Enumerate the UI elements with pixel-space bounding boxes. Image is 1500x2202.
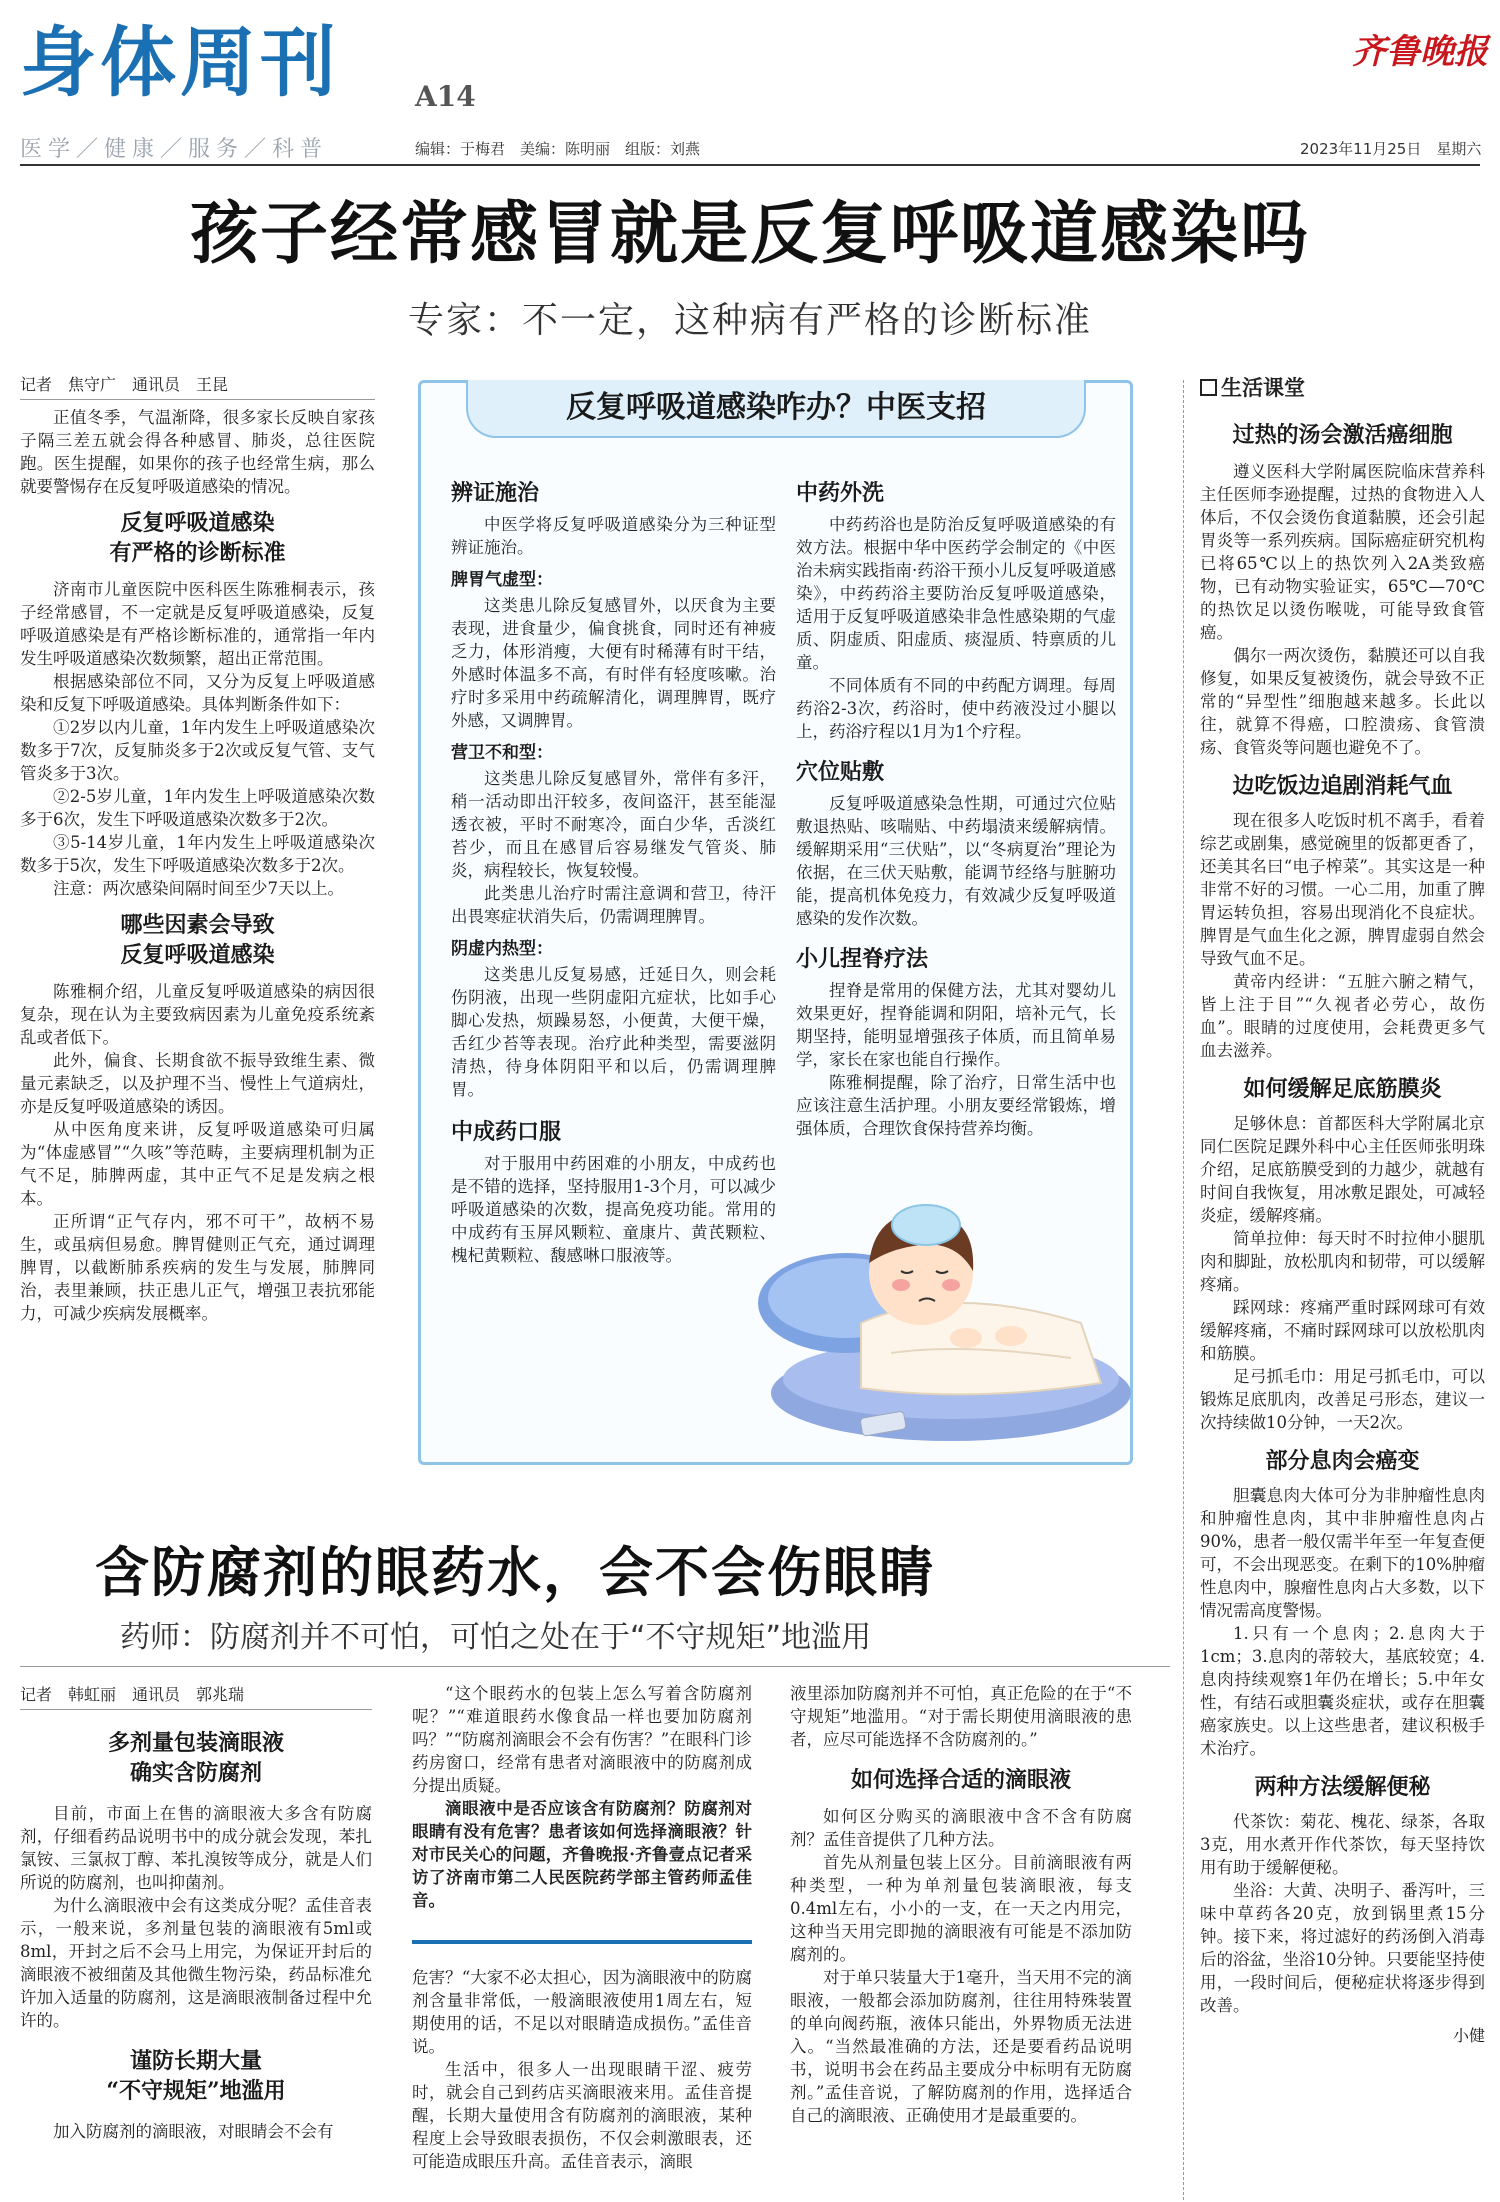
tcm-heading-diagnosis: 辨证施治	[451, 481, 540, 506]
tcm-box-title: 反复呼吸道感染咋办？中医支招	[466, 380, 1086, 438]
tcm-left-column	[451, 468, 776, 1267]
sidebar-signoff: 小健	[1452, 2026, 1485, 2045]
sidebar-s2-title: 边吃饭边追剧消耗气血	[1232, 773, 1453, 799]
sidebar	[1200, 372, 1485, 2046]
article2-intro: “这个眼药水的包装上怎么写着含防腐剂呢？”“难道眼药水像食品一样也要加防腐剂吗？”“防腐剂滴眼会不会有伤害？”在眼科门诊药房窗口，经常有患者对滴眼液中的防腐剂成分提出质疑。	[412, 1684, 752, 1795]
article2-title: 含防腐剂的眼药水，会不会伤眼睛	[95, 1540, 935, 1604]
paragraph: 简单拉伸：每天时不时拉伸小腿肌肉和脚趾，放松肌肉和韧带，可以缓解疼痛。	[1200, 1229, 1485, 1294]
article2-intro-bold: 滴眼液中是否应该含有防腐剂？防腐剂对眼睛有没有危害？患者该如何选择滴眼液？针对市民关心的问题，齐鲁晚报·齐鲁壹点记者采访了济南市第二人民医院药学部主管药师孟佳音。	[412, 1799, 752, 1910]
paragraph: 对于单只装量大于1毫升，当天用不完的滴眼液，一般都会添加防腐剂，往往用特殊装置的单向阀药瓶，液体只能出，外界物质无法进入。“当然最准确的方法，还是要看药品说明书，说明书会在药品主要成分中标明有无防腐剂。”孟佳音说，了解防腐剂的作用，选择适合自己的滴眼液、正确使用才是最重要的。	[790, 1968, 1132, 2125]
sidebar-s5-title: 两种方法缓解便秘	[1254, 1774, 1431, 1800]
paragraph: 如何区分购买的滴眼液中含不含有防腐剂？孟佳音提供了几种方法。	[790, 1807, 1132, 1849]
sidebar-s1-title: 过热的汤会激活癌细胞	[1232, 422, 1453, 448]
paragraph: 液里添加防腐剂并不可怕，真正危险的在于“不守规矩”地滥用。“对于需长期使用滴眼液的患者，应尽可能选择不含防腐剂的。”	[790, 1684, 1132, 1749]
paragraph: 1.只有一个息肉；2.息肉大于1cm；3.息肉的蒂较大，基底较宽；4.息肉持续观察1年仍在增长；5.中年女性，有结石或胆囊炎症状，或存在胆囊癌家族史。以上这些患者，建议积极手术治疗。	[1200, 1624, 1485, 1758]
article2-sec2-title: 谨防长期大量 “不守规矩”地滥用	[106, 2048, 286, 2104]
tcm-heading-pill: 中成药口服	[451, 1120, 562, 1145]
tcm-right-column	[796, 468, 1116, 1140]
paragraph: 此类患儿治疗时需注意调和营卫，待汗出畏寒症状消失后，仍需调理脾胃。	[451, 884, 776, 926]
article2-col1	[20, 1682, 372, 2143]
paragraph: 反复呼吸道感染急性期，可通过穴位贴敷退热贴、咳喘贴、中药塌渍来缓解病情。缓解期采用“三伏贴”，以“冬病夏治”理论为依据，在三伏天贴敷，能调节经络与脏腑功能，提高机体免疫力，有效减少反复呼吸道感染的发作次数。	[796, 794, 1116, 928]
paragraph: 这类患儿除反复感冒外，常伴有多汗，稍一活动即出汗较多，夜间盗汗，甚至能湿透衣被，平时不耐寒冷，面白少华，舌淡红苔少，而且在感冒后容易继发气管炎、肺炎，病程较长，恢复较慢。	[451, 769, 776, 880]
paragraph: 根据感染部位不同，又分为反复上呼吸道感染和反复下呼吸道感染。具体判断条件如下：	[20, 672, 375, 714]
paragraph: 坐浴：大黄、决明子、番泻叶，三味中草药各20克，放到锅里煮15分钟。接下来，将过滤好的药汤倒入消毒后的浴盆，坐浴10分钟。只要能坚持使用，一段时间后，便秘症状将逐步得到改善。	[1200, 1881, 1485, 2015]
paragraph: 为什么滴眼液中会有这类成分呢？孟佳音表示，一般来说，多剂量包装的滴眼液有5ml或8ml，开封之后不会马上用完，为保证开封后的滴眼液不被细菌及其他微生物污染，药品标准允许加入适量的防腐剂，这是滴眼液制备过程中允许的。	[20, 1896, 372, 2030]
sick-child-illustration	[751, 1153, 1131, 1453]
sidebar-s4-title: 部分息肉会癌变	[1265, 1448, 1420, 1474]
masthead-tagline: 医学／健康／服务／科普	[20, 137, 329, 162]
article1-byline: 记者 焦守广 通讯员 王昆	[20, 372, 375, 400]
tcm-heading-wash: 中药外洗	[796, 481, 885, 506]
paragraph: 胆囊息肉大体可分为非肿瘤性息肉和肿瘤性息肉，其中非肿瘤性息肉占90%，患者一般仅需半年至一年复查便可，不会出现恶变。在剩下的10%肿瘤性息肉中，腺瘤性息肉占大多数，以下情况需高度警惕。	[1200, 1486, 1485, 1620]
paragraph: ②2-5岁儿童，1年内发生上呼吸道感染次数多于6次，发生下呼吸道感染次数多于2次。	[20, 787, 375, 829]
tcm-box	[418, 380, 1133, 1465]
paragraph: 首先从剂量包装上区分。目前滴眼液有两种类型，一种为单剂量包装滴眼液，每支0.4ml左右，小小的一支，在一天之内用完，这种当天用完即抛的滴眼液有可能是不添加防腐剂的。	[790, 1853, 1132, 1964]
paragraph: 危害？“大家不必太担心，因为滴眼液中的防腐剂含量非常低，一般滴眼液使用1周左右，短期使用的话，不足以对眼睛造成损伤。”孟佳音说。	[412, 1968, 752, 2056]
paragraph: 此外，偏食、长期食欲不振导致维生素、微量元素缺乏，以及护理不当、慢性上气道病灶，亦是反复呼吸道感染的诱因。	[20, 1051, 375, 1116]
paragraph: 捏脊是常用的保健方法，尤其对婴幼儿效果更好，捏脊能调和阴阳，培补元气，长期坚持，能明显增强孩子体质，而且简单易学，家长在家也能自行操作。	[796, 981, 1116, 1069]
masthead-title: 身体周刊	[20, 18, 340, 107]
tcm-type3: 阴虚内热型：	[451, 939, 553, 959]
paragraph: 济南市儿童医院中医科医生陈雅桐表示，孩子经常感冒，不一定就是反复呼吸道感染，反复呼吸道感染是有严格诊断标准的，通常指一年内发生呼吸道感染次数频繁，超出正常范围。	[20, 580, 375, 668]
paragraph: 这类患儿除反复感冒外，以厌食为主要表现，进食量少，偏食挑食，同时还有神疲乏力，体形消瘦，大便有时稀薄有时干结，外感时体温多不高，有时伴有轻度咳嗽。治疗时多采用中药疏解清化，调理脾胃，既疗外感，又调脾胃。	[451, 596, 776, 730]
article2-col3	[790, 1682, 1132, 2127]
paragraph: 加入防腐剂的滴眼液，对眼睛会不会有	[53, 2122, 334, 2141]
page-number: A14	[415, 80, 476, 113]
tcm-heading-spine: 小儿捏脊疗法	[796, 947, 929, 972]
paragraph: 陈雅桐提醒，除了治疗，日常生活中也应该注意生活护理。小朋友要经常锻炼，增强体质，合理饮食保持营养均衡。	[796, 1073, 1116, 1138]
paragraph: 不同体质有不同的中药配方调理。每周药浴2-3次，药浴时，使中药液没过小腿以上，药浴疗程以1月为1个疗程。	[796, 676, 1116, 741]
paragraph: 现在很多人吃饭时机不离手，看着综艺或剧集，感觉碗里的饭都更香了，还美其名曰“电子榨菜”。其实这是一种非常不好的习惯。一心二用，加重了脾胃运转负担，容易出现消化不良症状。脾胃是气血生化之源，脾胃虚弱自然会导致气血不足。	[1200, 811, 1485, 968]
paragraph: 遵义医科大学附属医院临床营养科主任医师李逊提醒，过热的食物进入人体后，不仅会烫伤食道黏膜，还会引起胃炎等一系列疾病。国际癌症研究机构已将65℃以上的热饮列入2A类致癌物，已有动物实验证实，65℃—70℃的热饮足以烫伤喉咙，可能导致食管癌。	[1200, 462, 1485, 642]
article1-subtitle: 专家：不一定，这种病有严格的诊断标准	[407, 300, 1092, 341]
square-icon	[1200, 379, 1217, 396]
paragraph: 足弓抓毛巾：用足弓抓毛巾，可以锻炼足底肌肉，改善足弓形态，建议一次持续做10分钟，一天2次。	[1200, 1367, 1485, 1432]
sidebar-column-header	[1200, 372, 1485, 402]
article2-subtitle: 药师：防腐剂并不可怕，可怕之处在于“不守规矩”地滥用	[120, 1620, 872, 1655]
masthead-divider	[20, 164, 1480, 166]
article1-intro: 正值冬季，气温渐降，很多家长反映自家孩子隔三差五就会得各种感冒、肺炎，总往医院跑。医生提醒，如果你的孩子也经常生病，那么就要警惕存在反复呼吸道感染的情况。	[20, 408, 375, 496]
sidebar-divider	[1183, 380, 1184, 2200]
article2-byline: 记者 韩虹丽 通讯员 郭兆瑞	[20, 1682, 372, 1710]
paragraph: 踩网球：疼痛严重时踩网球可有效缓解疼痛，不痛时踩网球可以放松肌肉和筋膜。	[1200, 1298, 1485, 1363]
article2-col2	[412, 1682, 752, 2173]
paragraph: 这类患儿反复易感，迁延日久，则会耗伤阴液，出现一些阴虚阳亢症状，比如手心脚心发热，烦躁易怒，小便黄，大便干燥，舌红少苔等表现。治疗此种类型，需要滋阴清热，待身体阴阳平和以后，仍需调理脾胃。	[451, 965, 776, 1099]
article2-rule	[412, 1940, 752, 1944]
paragraph: 代茶饮：菊花、槐花、绿茶，各取3克，用水煮开作代茶饮，每天坚持饮用有助于缓解便秘。	[1200, 1812, 1485, 1877]
article2-sec1-title: 多剂量包装滴眼液 确实含防腐剂	[107, 1730, 284, 1786]
issue-date: 2023年11月25日 星期六	[1300, 140, 1482, 158]
paragraph: 注意：两次感染间隔时间至少7天以上。	[53, 879, 344, 898]
paragraph: 陈雅桐介绍，儿童反复呼吸道感染的病因很复杂，现在认为主要致病因素为儿童免疫系统紊乱或者低下。	[20, 982, 375, 1047]
paragraph: ③5-14岁儿童，1年内发生上呼吸道感染次数多于5次，发生下呼吸道感染次数多于2次。	[20, 833, 375, 875]
paragraph: 偶尔一两次烫伤，黏膜还可以自我修复，如果反复被烫伤，就会导致不正常的“异型性”细胞越来越多。长此以往，就算不得癌，口腔溃疡、食管溃疡、食管炎等问题也避免不了。	[1200, 646, 1485, 757]
paragraph: 中医学将反复呼吸道感染分为三种证型辨证施治。	[451, 515, 776, 557]
article1-sec2-title: 哪些因素会导致 反复呼吸道感染	[120, 912, 275, 968]
article2-sec3-title: 如何选择合适的滴眼液	[850, 1767, 1071, 1793]
tcm-type2: 营卫不和型：	[451, 743, 553, 763]
paragraph: 正所谓“正气存内，邪不可干”，故柄不易生，或虽病但易愈。脾胃健则正气充，通过调理脾胃，以截断肺系疾病的发生与发展，肺脾同治，表里兼顾，扶正患儿正气，增强卫表抗邪能力，可减少疾病发展概率。	[20, 1212, 375, 1323]
paragraph: ①2岁以内儿童，1年内发生上呼吸道感染次数多于7次，反复肺炎多于2次或反复气管、支气管炎多于3次。	[20, 718, 375, 783]
paragraph: 目前，市面上在售的滴眼液大多含有防腐剂，仔细看药品说明书中的成分就会发现，苯扎氯铵、三氯叔丁醇、苯扎溴铵等成分，就是人们所说的防腐剂，也叫抑菌剂。	[20, 1804, 372, 1892]
sidebar-s3-title: 如何缓解足底筋膜炎	[1243, 1076, 1442, 1102]
article1-title: 孩子经常感冒就是反复呼吸道感染吗	[189, 194, 1310, 274]
tcm-heading-acupoint: 穴位贴敷	[796, 760, 885, 785]
article1-left-column	[20, 372, 375, 1325]
newspaper-logo: 齐鲁晚报	[1352, 32, 1488, 72]
paragraph: 从中医角度来讲，反复呼吸道感染可归属为“体虚感冒”“久咳”等范畴，主要病理机制为正气不足，肺脾两虚，其中正气不足是发病之根本。	[20, 1120, 375, 1208]
paragraph: 黄帝内经讲：“五脏六腑之精气，皆上注于目”“久视者必劳心，故伤血”。眼睛的过度使用，会耗费更多气血去滋养。	[1200, 972, 1485, 1060]
paragraph: 中药药浴也是防治反复呼吸道感染的有效方法。根据中华中医药学会制定的《中医治未病实践指南·药浴干预小儿反复呼吸道感染》，中药药浴主要防治反复呼吸道感染，适用于反复呼吸道感染非急性感染期的气虚质、阴虚质、阳虚质、痰湿质、特禀质的儿童。	[796, 515, 1116, 672]
credits: 编辑：于梅君 美编：陈明丽 组版：刘燕	[415, 140, 701, 158]
tcm-type1: 脾胃气虚型：	[451, 570, 553, 590]
sidebar-column-label: 生活课堂	[1221, 376, 1305, 400]
article1-sec1-title: 反复呼吸道感染 有严格的诊断标准	[109, 510, 286, 566]
article2-divider	[20, 1666, 1170, 1667]
paragraph: 足够休息：首都医科大学附属北京同仁医院足踝外科中心主任医师张明珠介绍，足底筋膜受到的力越少，就越有时间自我恢复，用冰敷足跟处，可减轻炎症，缓解疼痛。	[1200, 1114, 1485, 1225]
paragraph: 对于服用中药困难的小朋友，中成药也是不错的选择，坚持服用1-3个月，可以减少呼吸道感染的次数，提高免疫功能。常用的中成药有玉屏风颗粒、童康片、黄芪颗粒、槐杞黄颗粒、馥感啉口服液等。	[451, 1154, 776, 1265]
paragraph: 生活中，很多人一出现眼睛干涩、疲劳时，就会自己到药店买滴眼液来用。孟佳音提醒，长期大量使用含有防腐剂的滴眼液，某种程度上会导致眼表损伤，不仅会刺激眼表，还可能造成眼压升高。孟佳音表示，滴眼	[412, 2060, 752, 2171]
